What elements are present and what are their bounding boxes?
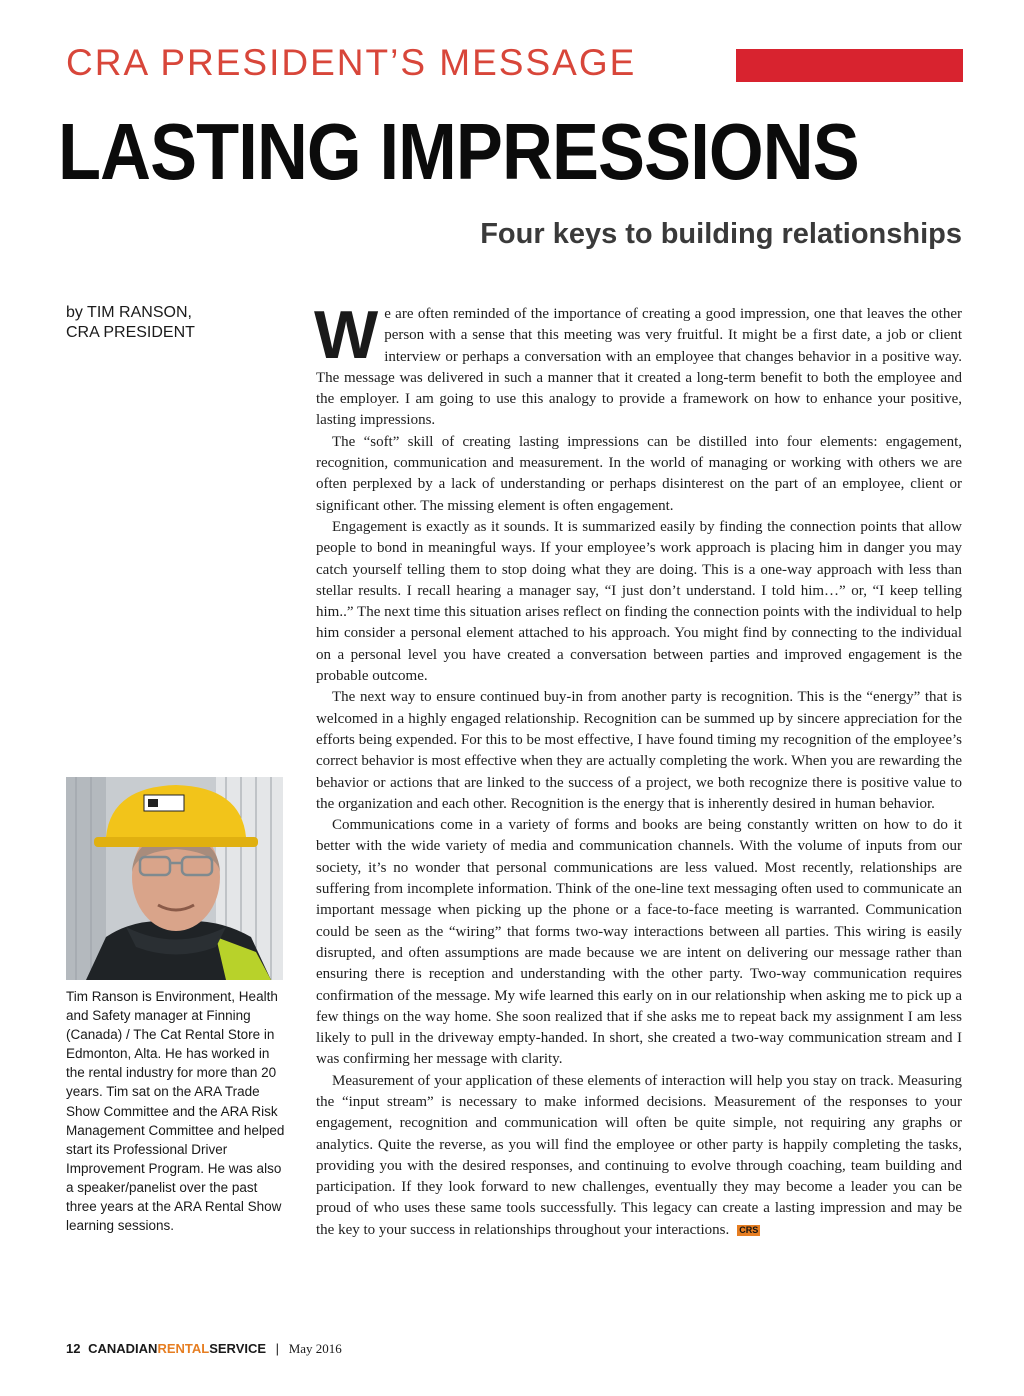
footer-separator: | bbox=[275, 1341, 280, 1356]
article-paragraph: The next way to ensure continued buy-in from another party is recognition. This is the “energy” that is welcomed in a highly engaged relationship. Recognition can be summed up by sincere appreciation for the efforts being expended. For this to be most effective, I have found timing my recognition of the employee’s correct behavior is most effective when they are actually completing the work. When you are rewarding the behavior or actions that are linked to the success of a project, we both recognize there is positive value to the organization and each other. Recognition is the energy that is inherently desired in human behavior. bbox=[316, 689, 962, 812]
magazine-name-part: RENTAL bbox=[157, 1341, 210, 1356]
article-paragraph: We are often reminded of the importance of creating a good impression, one that leaves the other person with a sense that this meeting was very fruitful. It might be a first date, a job or client interview or perhaps a conversation with an employee that changes behavior in a positive way. The message was delivered in such a manner that it created a long-term benefit to both the employee and the employer. I am going to use this analogy to provide a framework on how to enhance your positive, lasting impressions. bbox=[314, 297, 962, 429]
subheadline: Four keys to building relationships bbox=[480, 218, 962, 250]
article-paragraph: The “soft” skill of creating lasting impressions can be distilled into four elements: engagement, recognition, communication and measurement. In the world of managing or working with others we are often perplexed by a lack of understanding or perhaps disinterest on the part of an employee, client or significant other. The missing element is often engagement. bbox=[316, 433, 962, 514]
article-paragraph: Engagement is exactly as it sounds. It is summarized easily by finding the connection points that allow people to bond in meaningful ways. If your employee’s work approach is placing him in danger you may catch yourself telling them to stop doing what they are doing. This is a one-way approach with less than stellar results. I recall hearing a manager say, “I just don’t understand. I told him…” or, “I keep telling him..” The next time this situation arises reflect on finding the connection points with the individual to help him consider a personal element attached to his approach. You might find by connecting to the individual on a personal level you have created a conversation between parties and improved engagement is the probable outcome. bbox=[316, 518, 962, 685]
page-number: 12 bbox=[66, 1341, 81, 1356]
headline: LASTING IMPRESSIONS bbox=[58, 107, 859, 196]
magazine-name-part: CANADIAN bbox=[88, 1341, 158, 1356]
byline-author: by TIM RANSON, bbox=[66, 304, 192, 321]
byline-role: CRA PRESIDENT bbox=[66, 324, 195, 341]
end-mark-icon: CRS bbox=[739, 1224, 759, 1235]
magazine-name-part: SERVICE bbox=[209, 1341, 267, 1356]
section-title: CRA PRESIDENT’S MESSAGE bbox=[66, 42, 637, 83]
article-paragraph: Communications come in a variety of forms and books are being constantly written on how to do it better with the wide variety of media and communication channels. With the volume of inputs from our society, it’s no wonder that personal communications are less valued. Most recently, relationships are suffering from incomplete information. Think of the one-line text messaging often used to communicate an important message when picking up the phone or a face-to-face meeting is warranted. Communication could be seen as the “wiring” that forms two-way interactions between all parties. This wiring is easily disrupted, and often assumptions are made because we are intent on delivering our message rather than ensuring there is reception and understanding with the other party. Two-way communication requires confirmation of the message. My wife learned this early on in our relationship when asking me to pick up a few things on the way home. She soon realized that if she asks me to repeat back my assignment I am less likely to pull in the driveway empty-handed. In short, she created a two-way communication stream and I was confirming her message with clarity. bbox=[316, 817, 962, 1068]
author-bio: Tim Ranson is Environment, Health and Safety manager at Finning (Canada) / The Cat Rental Store in Edmonton, Alta. He has worked in the rental industry for more than 20 years. Tim sat on the ARA Trade Show Committee and the ARA Risk Management Committee and helped start its Professional Driver Improvement Program. He was also a speaker/panelist over the past three years at the ARA Rental Show learning sessions. bbox=[66, 989, 285, 1234]
byline bbox=[66, 303, 286, 343]
author-portrait-illustration bbox=[66, 777, 283, 980]
page-footer bbox=[66, 1341, 342, 1357]
issue-date: May 2016 bbox=[288, 1341, 342, 1356]
drop-cap: W bbox=[314, 297, 379, 373]
section-accent-bar bbox=[736, 49, 963, 82]
article-paragraph: Measurement of your application of these elements of interaction will help you stay on track. Measuring the “input stream” is necessary to make informed decisions. Measurement of the responses to your engagement, recognition and communication will often be quite simple, not requiring any graphs or analytics. Quite the reverse, as you will find the employee or other party is happily completing the tasks, providing you with the desired responses, and continuing to evolve through coaching, team building and participation. If they look forward to new challenges, eventually they may become a leader you can be proud of who uses these same tools successfully. This legacy can create a lasting impression and may be the key to your success in relationships throughout your interactions. CRS bbox=[316, 1072, 962, 1238]
article-body bbox=[314, 297, 962, 1241]
author-photo bbox=[66, 777, 283, 980]
